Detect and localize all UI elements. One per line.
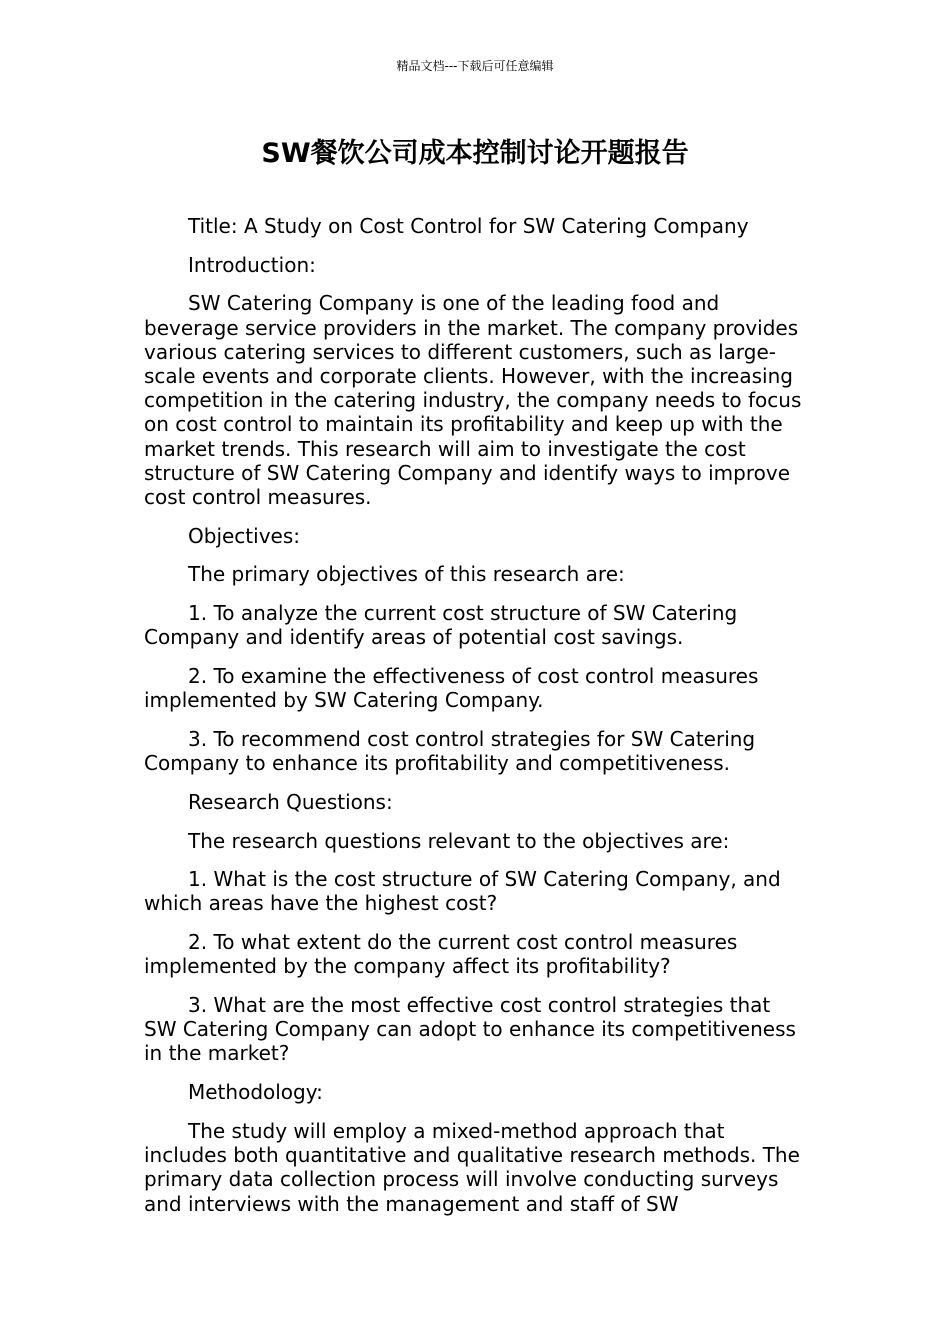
introduction-paragraph: SW Catering Company is one of the leading food and beverage service providers in the market. The company provides various catering services to different customers, such as large-scale events and corporate clients. However, with the increasing competition in the catering industry, the company needs to focus on cost control to maintain its profitability and keep up with the market trends. This research will aim to investigate the cost structure of SW Catering Company and identify ways to improve cost control measures.: [144, 291, 802, 510]
objective-item-3: 3. To recommend cost control strategies for SW Catering Company to enhance its profitability and competitiveness.: [144, 726, 756, 776]
document-body: [144, 214, 809, 1230]
objective-item-2: 2. To examine the effectiveness of cost control measures implemented by SW Catering Company.: [144, 664, 759, 713]
paper-title-line: Title: A Study on Cost Control for SW Catering Company: [188, 214, 749, 238]
section-heading-objectives: Objectives:: [188, 523, 300, 548]
objective-item-1: 1. To analyze the current cost structure of SW Catering Company and identify areas of potential cost savings.: [144, 601, 738, 650]
section-heading-introduction: Introduction:: [188, 252, 316, 277]
document-title: SW餐饮公司成本控制讨论开题报告: [261, 138, 689, 169]
section-heading-methodology: Methodology:: [188, 1080, 323, 1105]
section-heading-research-questions: Research Questions:: [188, 789, 393, 814]
objectives-intro: The primary objectives of this research are:: [188, 562, 625, 587]
research-question-1: 1. What is the cost structure of SW Catering Company, and which areas have the highest cost?: [144, 867, 781, 916]
research-questions-intro: The research questions relevant to the objectives are:: [188, 828, 730, 853]
methodology-paragraph: The study will employ a mixed-method approach that includes both quantitative and qualitative research methods. The primary data collection process will involve conducting surveys and interviews with the management and staff of SW: [144, 1118, 800, 1216]
research-question-2: 2. To what extent do the current cost control measures implemented by the company affect its profitability?: [144, 930, 738, 979]
header-note: 精品文档---下载后可任意编辑: [396, 59, 554, 73]
research-question-3: 3. What are the most effective cost control strategies that SW Catering Company can adopt to enhance its competitiveness in the market?: [144, 993, 796, 1066]
